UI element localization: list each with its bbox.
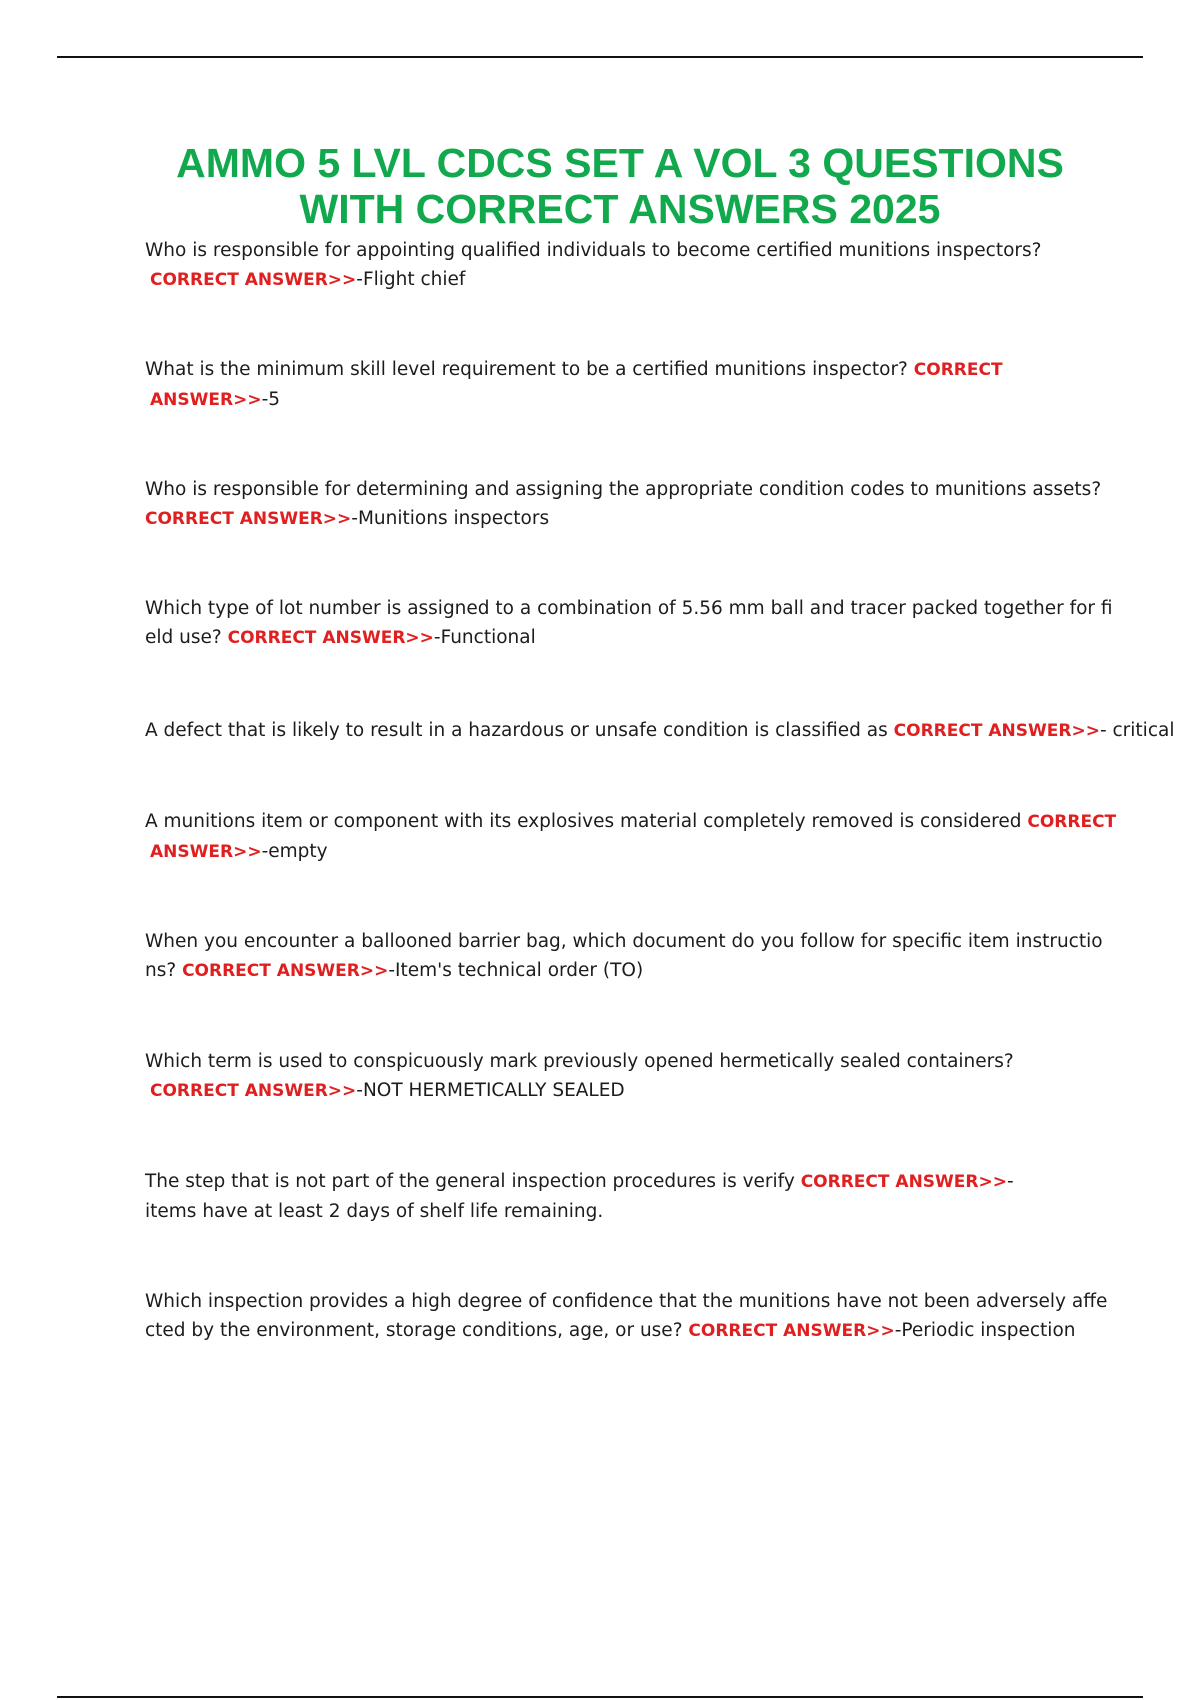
question-text: Which term is used to conspicuously mark previously opened hermetically sealed containers? [145,1051,1014,1072]
question-text: A defect that is likely to result in a hazardous or unsafe condition is classified as [145,720,888,741]
question-text: A munitions item or component with its explosives material completely removed is considered [145,811,1022,832]
qa-item-3 [145,475,1115,534]
question-line [145,355,1115,385]
answer-text: -Item's technical order (TO) [388,960,644,981]
answer-text: -Flight chief [356,269,466,290]
answer-line [145,623,1115,653]
qa-item-8 [145,1047,1115,1106]
answer-text: -5 [261,389,281,410]
answer-line [145,956,1115,986]
answer-text: -empty [261,841,328,862]
top-rule [57,56,1143,58]
question-text: Who is responsible for determining and assigning the appropriate condition codes to munitions assets? [145,479,1102,500]
answer-line [145,265,1115,295]
answer-dash: - [1007,1171,1014,1192]
answer-text: -Functional [433,627,536,648]
answer-label: CORRECT ANSWER>> [893,721,1100,741]
answer-line [145,837,1115,867]
answer-label: CORRECT ANSWER>> [150,270,357,290]
answer-label-part-1: CORRECT [1027,812,1117,832]
question-line [145,1167,1115,1197]
qa-item-5 [145,716,1175,746]
answer-label: CORRECT ANSWER>> [227,628,434,648]
answer-label: CORRECT ANSWER>> [150,1081,357,1101]
answer-line [145,1076,1115,1106]
question-text: The step that is not part of the general inspection procedures is verify [145,1171,795,1192]
answer-text: - critical [1099,720,1175,741]
answer-line [145,504,1115,534]
question-text: When you encounter a ballooned barrier bag, which document do you follow for specific item instructio [145,931,1103,952]
answer-text: -Periodic inspection [894,1320,1076,1341]
qa-item-1 [145,236,1115,295]
qa-item-9 [145,1167,1115,1226]
question-text: Which inspection provides a high degree of confidence that the munitions have not been adversely affe [145,1291,1108,1312]
question-text-continued: ns? [145,960,177,981]
answer-label-part-2: ANSWER>> [150,390,262,410]
answer-label-part-2: ANSWER>> [150,842,262,862]
bottom-rule [57,1696,1143,1698]
qa-item-4 [145,594,1115,653]
question-text-continued: cted by the environment, storage conditions, age, or use? [145,1320,683,1341]
answer-text: items have at least 2 days of shelf life remaining. [145,1201,604,1222]
answer-line [145,385,1115,415]
question-text: Which type of lot number is assigned to a combination of 5.56 mm ball and tracer packed together for fi [145,598,1113,619]
answer-text: -NOT HERMETICALLY SEALED [356,1080,625,1101]
question-line [145,807,1115,837]
answer-text: -Munitions inspectors [351,508,550,529]
question-text-continued: eld use? [145,627,222,648]
title-line-1: AMMO 5 LVL CDCS SET A VOL 3 QUESTIONS [176,140,1064,186]
answer-label: CORRECT ANSWER>> [688,1321,895,1341]
qa-item-2 [145,355,1115,415]
question-line [145,716,1175,746]
answer-label: CORRECT ANSWER>> [800,1172,1007,1192]
document-title [100,140,1140,232]
qa-item-10 [145,1287,1115,1346]
answer-line [145,1316,1115,1346]
qa-item-7 [145,927,1115,986]
question-text: Who is responsible for appointing qualified individuals to become certified munitions inspectors? [145,240,1042,261]
question-text: What is the minimum skill level requirement to be a certified munitions inspector? [145,359,908,380]
answer-label-part-1: CORRECT [913,360,1003,380]
answer-label: CORRECT ANSWER>> [145,509,352,529]
answer-label: CORRECT ANSWER>> [182,961,389,981]
qa-item-6 [145,807,1115,867]
title-line-2: WITH CORRECT ANSWERS 2025 [299,186,941,232]
